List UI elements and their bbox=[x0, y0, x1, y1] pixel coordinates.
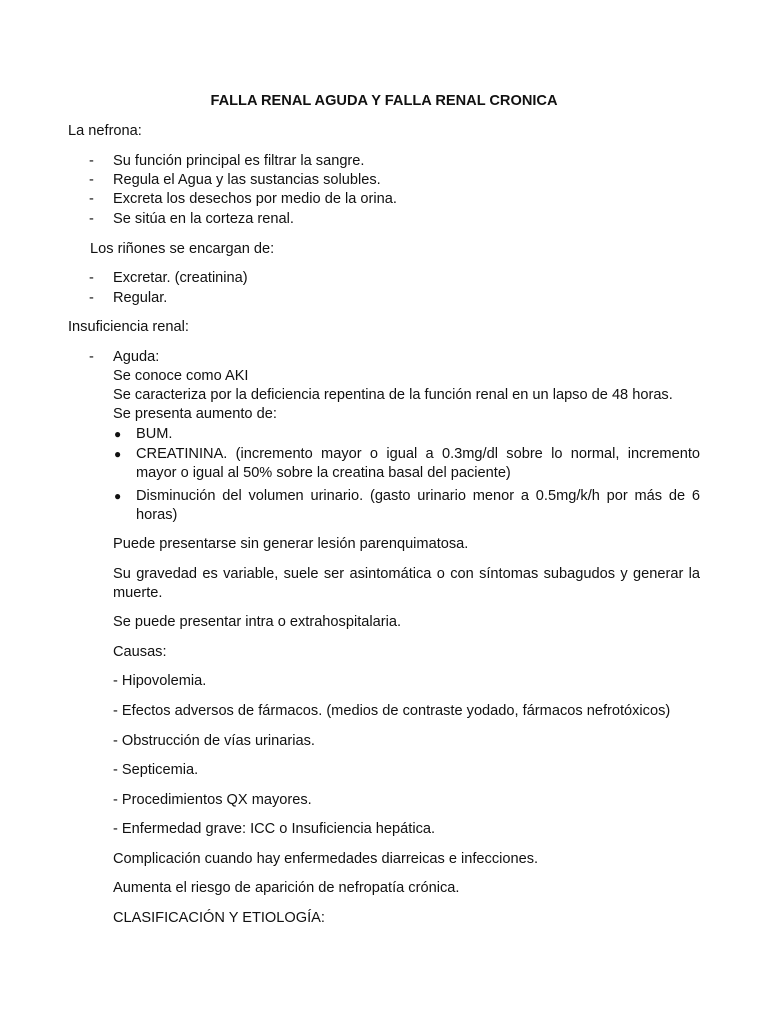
paragraph: Aumenta el riesgo de aparición de nefropatía crónica. bbox=[113, 880, 460, 896]
causa-item: - Procedimientos QX mayores. bbox=[113, 792, 312, 808]
bullet-dot: ● bbox=[114, 489, 122, 503]
bullet-item: BUM. bbox=[136, 426, 173, 442]
list-item: Excreta los desechos por medio de la orina. bbox=[113, 191, 397, 207]
section-heading-clasificacion: CLASIFICACIÓN Y ETIOLOGÍA: bbox=[113, 910, 325, 926]
list-dash: - bbox=[89, 211, 94, 227]
causa-item: - Enfermedad grave: ICC o Insuficiencia hepática. bbox=[113, 821, 436, 837]
section-heading-nefrona: La nefrona: bbox=[68, 123, 142, 139]
section-heading-insuficiencia: Insuficiencia renal: bbox=[68, 319, 189, 335]
list-item: Regula el Agua y las sustancias solubles. bbox=[113, 172, 381, 188]
paragraph: Complicación cuando hay enfermedades diarreicas e infecciones. bbox=[113, 851, 539, 867]
causa-item: - Septicemia. bbox=[113, 762, 199, 778]
causas-heading: Causas: bbox=[113, 644, 167, 660]
causa-item: - Obstrucción de vías urinarias. bbox=[113, 733, 315, 749]
aguda-label: Aguda: bbox=[113, 349, 160, 365]
document-title: FALLA RENAL AGUDA Y FALLA RENAL CRONICA bbox=[210, 93, 558, 109]
list-dash: - bbox=[89, 172, 94, 188]
bullet-dot: ● bbox=[114, 447, 122, 461]
aguda-line: Se conoce como AKI bbox=[113, 368, 249, 384]
list-item: Regular. bbox=[113, 290, 168, 306]
list-item: Su función principal es filtrar la sangre. bbox=[113, 153, 365, 169]
paragraph: Se puede presentar intra o extrahospitalaria. bbox=[113, 614, 401, 630]
list-dash: - bbox=[89, 270, 94, 286]
list-item: Se sitúa en la corteza renal. bbox=[113, 211, 294, 227]
bullet-item: Disminución del volumen urinario. (gasto urinario menor a 0.5mg/k/h por más de 6 horas) bbox=[136, 488, 700, 523]
list-dash: - bbox=[89, 290, 94, 306]
aguda-line: Se presenta aumento de: bbox=[113, 406, 277, 422]
bullet-dot: ● bbox=[114, 427, 122, 441]
list-dash: - bbox=[89, 349, 94, 365]
causa-item: - Efectos adversos de fármacos. (medios de contraste yodado, fármacos nefrotóxicos) bbox=[113, 703, 671, 719]
list-dash: - bbox=[89, 191, 94, 207]
causa-item: - Hipovolemia. bbox=[113, 673, 207, 689]
aguda-line: Se caracteriza por la deficiencia repentina de la función renal en un lapso de 48 horas. bbox=[113, 387, 673, 403]
list-dash: - bbox=[89, 153, 94, 169]
paragraph: Su gravedad es variable, suele ser asintomática o con síntomas subagudos y generar la muerte. bbox=[113, 566, 700, 601]
paragraph: Puede presentarse sin generar lesión parenquimatosa. bbox=[113, 536, 469, 552]
list-item: Excretar. (creatinina) bbox=[113, 270, 248, 286]
section-heading-rinones: Los riñones se encargan de: bbox=[90, 241, 275, 257]
bullet-item: CREATININA. (incremento mayor o igual a 0.3mg/dl sobre lo normal, incremento mayor o igual al 50% sobre la creatina basal del paciente) bbox=[136, 446, 700, 481]
